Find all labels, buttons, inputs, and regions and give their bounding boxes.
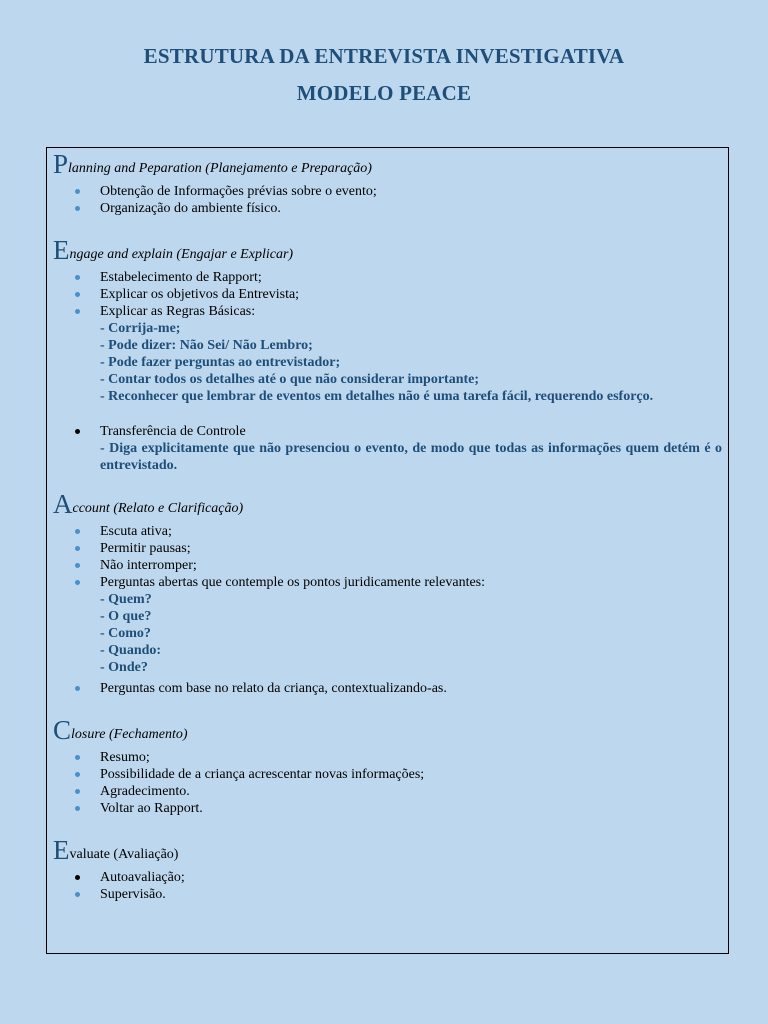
list-item: [53, 783, 722, 800]
bullet-icon: [75, 892, 80, 897]
list-item-text: Resumo;: [100, 750, 150, 765]
section-heading-planning: [53, 150, 722, 183]
list-item: [53, 200, 722, 217]
section-heading-evaluate: [53, 836, 722, 869]
list-item: [53, 303, 722, 320]
heading-initial: C: [53, 715, 72, 745]
list-item: [53, 423, 722, 440]
rule-line: - Reconhecer que lembrar de eventos em detalhes não é uma tarefa fácil, requerendo esforço.: [100, 389, 654, 404]
document-title: ESTRUTURA DA ENTREVISTA INVESTIGATIVA: [143, 44, 625, 68]
bullet-icon: [75, 755, 80, 760]
section-account: [53, 490, 722, 697]
bullet-icon: [75, 789, 80, 794]
list-item-text: Escuta ativa;: [100, 524, 172, 539]
heading-initial: E: [53, 835, 70, 865]
bullet-icon: [75, 275, 80, 280]
list-item: [53, 574, 722, 591]
list-item-text: Autoavaliação;: [100, 870, 185, 885]
heading-text: losure (Fechamento): [71, 727, 188, 742]
bullet-icon: [75, 309, 80, 314]
list-item-text: Perguntas com base no relato da criança, contextualizando-as.: [100, 681, 447, 696]
heading-initial: E: [53, 235, 70, 265]
question-line: - O que?: [100, 609, 152, 624]
list-item: [53, 540, 722, 557]
heading-initial: A: [53, 489, 73, 519]
list-item: [53, 749, 722, 766]
bullet-icon: [75, 875, 80, 880]
section-planning: [53, 150, 722, 217]
list-item-text: Não interromper;: [100, 558, 197, 573]
rule-line: - Contar todos os detalhes até o que não considerar importante;: [100, 372, 480, 387]
list-item: [53, 766, 722, 783]
bullet-icon: [75, 580, 80, 585]
list-item-text: Transferência de Controle: [100, 424, 246, 439]
list-item-text: Organização do ambiente físico.: [100, 201, 281, 216]
list-item-text: Possibilidade de a criança acrescentar novas informações;: [100, 767, 425, 782]
rule-line: - Pode fazer perguntas ao entrevistador;: [100, 355, 341, 370]
list-item-text: Voltar ao Rapport.: [100, 801, 203, 816]
rule-line: - Pode dizer: Não Sei/ Não Lembro;: [100, 338, 313, 353]
bullet-icon: [75, 529, 80, 534]
list-item-text: Explicar os objetivos da Entrevista;: [100, 287, 300, 302]
heading-text: valuate (Avaliação): [69, 847, 179, 862]
document-subtitle: MODELO PEACE: [296, 81, 472, 105]
bullet-icon: [75, 686, 80, 691]
section-evaluate: [53, 836, 722, 903]
list-item: [53, 286, 722, 303]
bullet-icon: [75, 429, 80, 434]
bullet-icon: [75, 292, 80, 297]
bullet-icon: [75, 806, 80, 811]
bullet-icon: [75, 563, 80, 568]
list-item-text: Explicar as Regras Básicas:: [100, 304, 256, 319]
transfer-note: - Diga explicitamente que não presenciou o evento, de modo que todas as informações quem detém é o entrevistado.: [100, 441, 722, 473]
heading-initial: P: [53, 149, 69, 179]
list-item-text: Supervisão.: [100, 887, 166, 902]
list-item: [53, 269, 722, 286]
bullet-icon: [75, 546, 80, 551]
section-engage: [53, 236, 722, 474]
list-item-text: Obtenção de Informações prévias sobre o evento;: [100, 184, 377, 199]
list-item-text: Permitir pausas;: [100, 541, 191, 556]
question-line: - Quem?: [100, 592, 152, 607]
section-closure: [53, 716, 722, 817]
heading-text: ngage and explain (Engajar e Explicar): [69, 247, 294, 262]
list-item: [53, 886, 722, 903]
question-line: - Quando:: [100, 643, 162, 658]
list-item: [53, 680, 722, 697]
heading-text: ccount (Relato e Clarificação): [72, 501, 244, 516]
heading-text: lanning and Peparation (Planejamento e Preparação): [68, 161, 372, 176]
bullet-icon: [75, 189, 80, 194]
list-item: [53, 183, 722, 200]
list-item-text: Estabelecimento de Rapport;: [100, 270, 262, 285]
rule-line: - Corrija-me;: [100, 321, 181, 336]
section-heading-engage: [53, 236, 722, 269]
bullet-icon: [75, 206, 80, 211]
list-item-text: Agradecimento.: [100, 784, 190, 799]
section-heading-closure: [53, 716, 722, 749]
list-item: [53, 557, 722, 574]
list-item: [53, 869, 722, 886]
list-item-text: Perguntas abertas que contemple os pontos juridicamente relevantes:: [100, 575, 486, 590]
section-heading-account: [53, 490, 722, 523]
list-item: [53, 800, 722, 817]
list-item: [53, 523, 722, 540]
question-line: - Como?: [100, 626, 151, 641]
bullet-icon: [75, 772, 80, 777]
question-line: - Onde?: [100, 660, 148, 675]
